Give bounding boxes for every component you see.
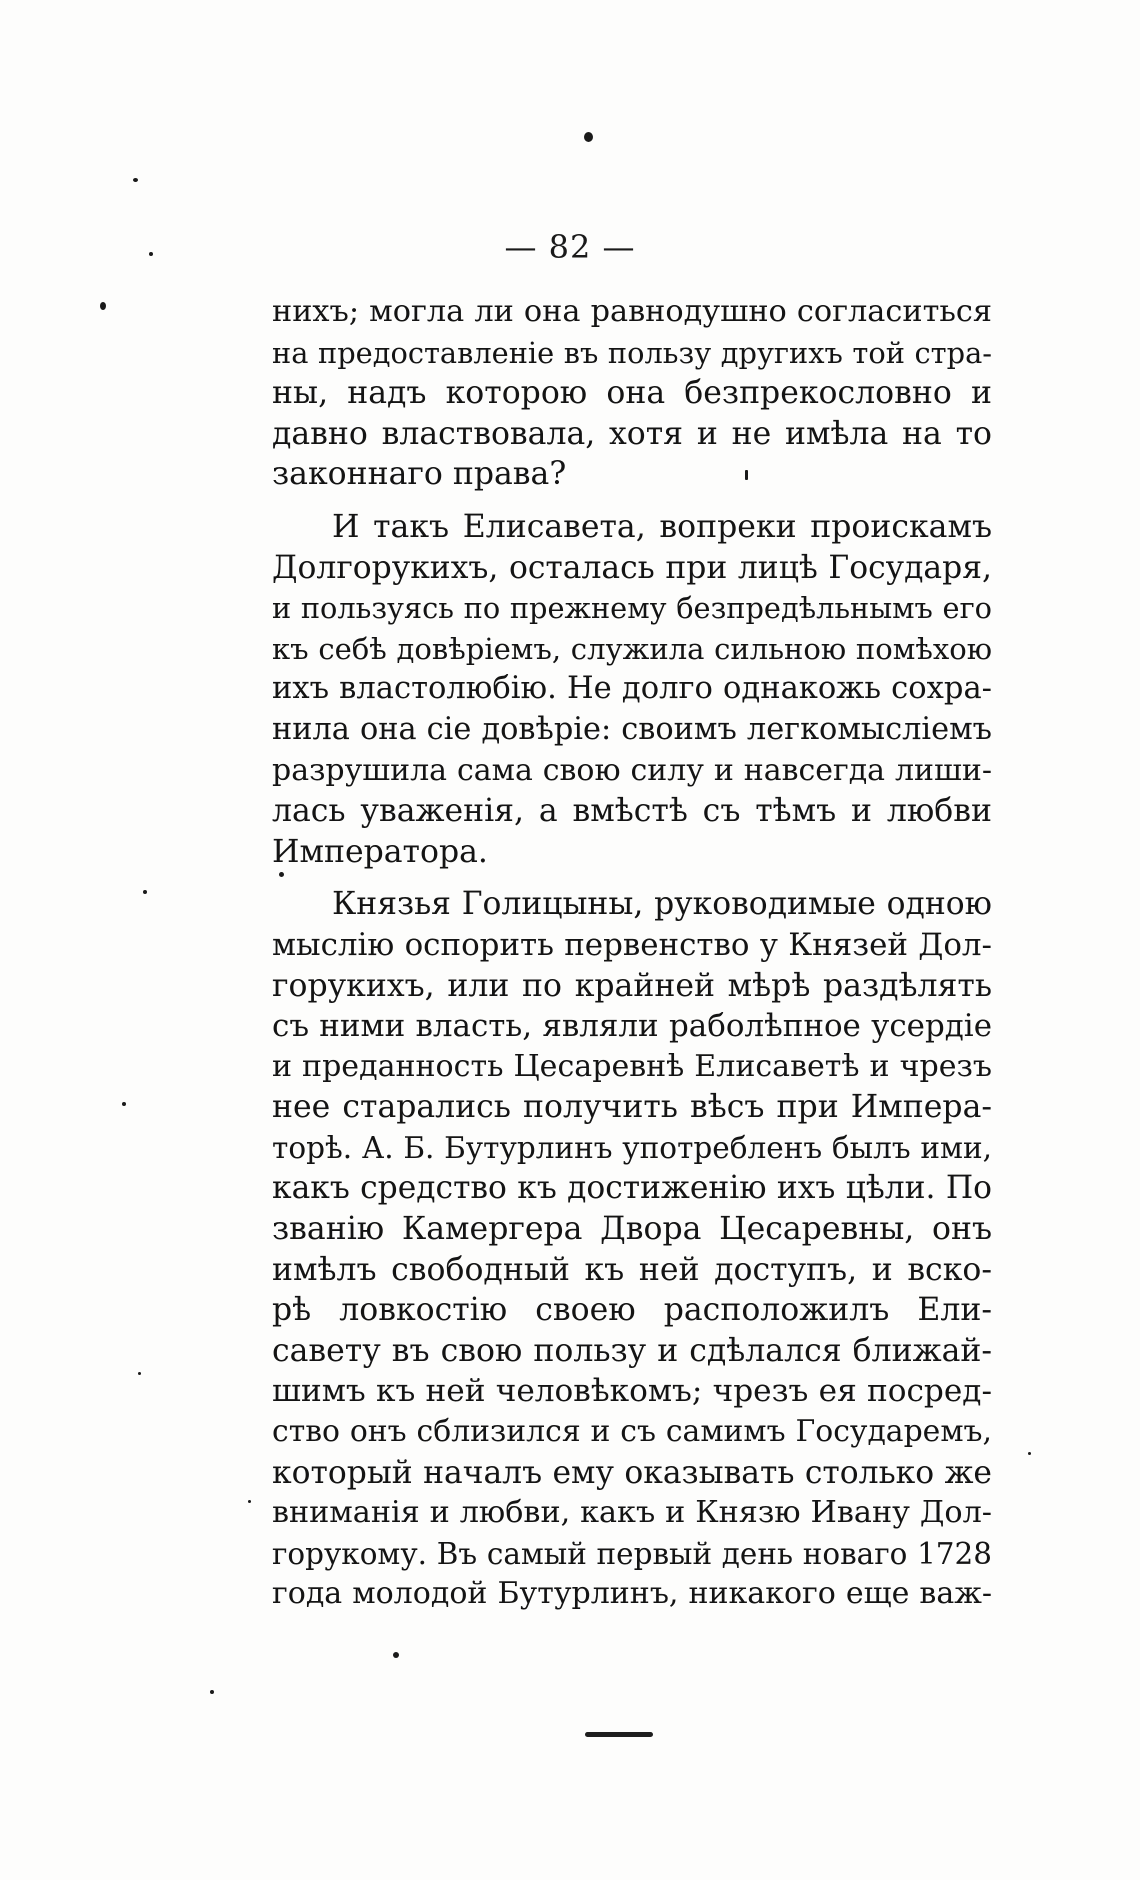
- text-line: года молодой Бутурлинъ, никакого еще важ-: [272, 1576, 992, 1612]
- ink-speck: [143, 890, 147, 894]
- page-number: — 82 —: [504, 228, 636, 266]
- paragraph: [272, 507, 992, 872]
- text-line: ство онъ сблизился и съ самимъ Государемъ,: [272, 1414, 992, 1450]
- text-line: и преданность Цесаревнѣ Елисаветѣ и чрезъ: [272, 1048, 992, 1084]
- paragraph: [272, 884, 992, 1615]
- text-line: лась уваженія, а вмѣстѣ съ тѣмъ и любви: [272, 793, 992, 830]
- text-line: Долгорукихъ, осталась при лицѣ Государя,: [272, 549, 992, 586]
- text-line: разрушила сама свою силу и навсегда лиши-: [272, 752, 992, 788]
- text-line: какъ средство къ достиженію ихъ цѣли. По: [272, 1170, 992, 1207]
- text-line: который началъ ему оказывать столько же: [272, 1454, 992, 1491]
- text-line: горукихъ, или по крайней мѣрѣ раздѣлять: [272, 967, 992, 1004]
- text-line: званію Камергера Двора Цесаревны, онъ: [272, 1211, 992, 1248]
- text-line: нихъ; могла ли она равнодушно согласиться: [272, 294, 992, 329]
- text-line: и пользуясь по прежнему безпредѣльнымъ его: [272, 591, 992, 626]
- text-line: вниманія и любви, какъ и Князю Ивану Дол-: [272, 1495, 992, 1531]
- printer-rule: [585, 1732, 653, 1737]
- text-line: ихъ властолюбію. Не долго однакожь сохра-: [272, 671, 992, 707]
- ink-speck: [210, 1690, 214, 1694]
- text-line: къ себѣ довѣріемъ, служила сильною помѣхою: [272, 631, 992, 666]
- text-line: нее старались получить вѣсъ при Импера-: [272, 1089, 992, 1126]
- text-line: имѣлъ свободный къ ней доступъ, и вско-: [272, 1251, 992, 1288]
- text-line: нила она сіе довѣріе: своимъ легкомысліемъ: [272, 711, 992, 747]
- body-text: [272, 292, 992, 1615]
- text-line: давно властвовала, хотя и не имѣла на то: [272, 415, 992, 452]
- ink-speck: [100, 302, 106, 310]
- text-line: съ ними власть, являли раболѣпное усердіе: [272, 1008, 992, 1045]
- text-line: шимъ къ ней человѣкомъ; чрезъ ея посред-: [272, 1373, 992, 1410]
- text-line: ны, надъ которою она безпрекословно и: [272, 375, 992, 412]
- text-line: И такъ Елисавета, вопреки проискамъ: [332, 508, 992, 545]
- ink-speck: [584, 132, 593, 142]
- ink-speck: [138, 1372, 141, 1375]
- ink-speck: [122, 1102, 126, 1106]
- text-line: савету въ свою пользу и сдѣлался ближай-: [272, 1332, 992, 1369]
- ink-speck: [248, 1500, 251, 1503]
- text-line: рѣ ловкостію своею расположилъ Ели-: [272, 1292, 992, 1329]
- paragraph: [272, 292, 992, 495]
- ink-speck: [393, 1652, 399, 1658]
- text-line: законнаго права?: [272, 456, 567, 493]
- text-line: Императора.: [272, 833, 488, 870]
- ink-speck: [133, 178, 138, 182]
- text-line: мыслію оспорить первенство у Князей Дол-: [272, 926, 992, 963]
- text-line: Князья Голицыны, руководимые одною: [332, 886, 992, 923]
- ink-speck: [1028, 1452, 1031, 1455]
- text-line: на предоставленіе въ пользу другихъ той стра-: [272, 335, 992, 370]
- text-line: торѣ. А. Б. Бутурлинъ употребленъ былъ ими,: [272, 1130, 992, 1165]
- text-line: горукому. Въ самый первый день новаго 1728: [272, 1536, 992, 1571]
